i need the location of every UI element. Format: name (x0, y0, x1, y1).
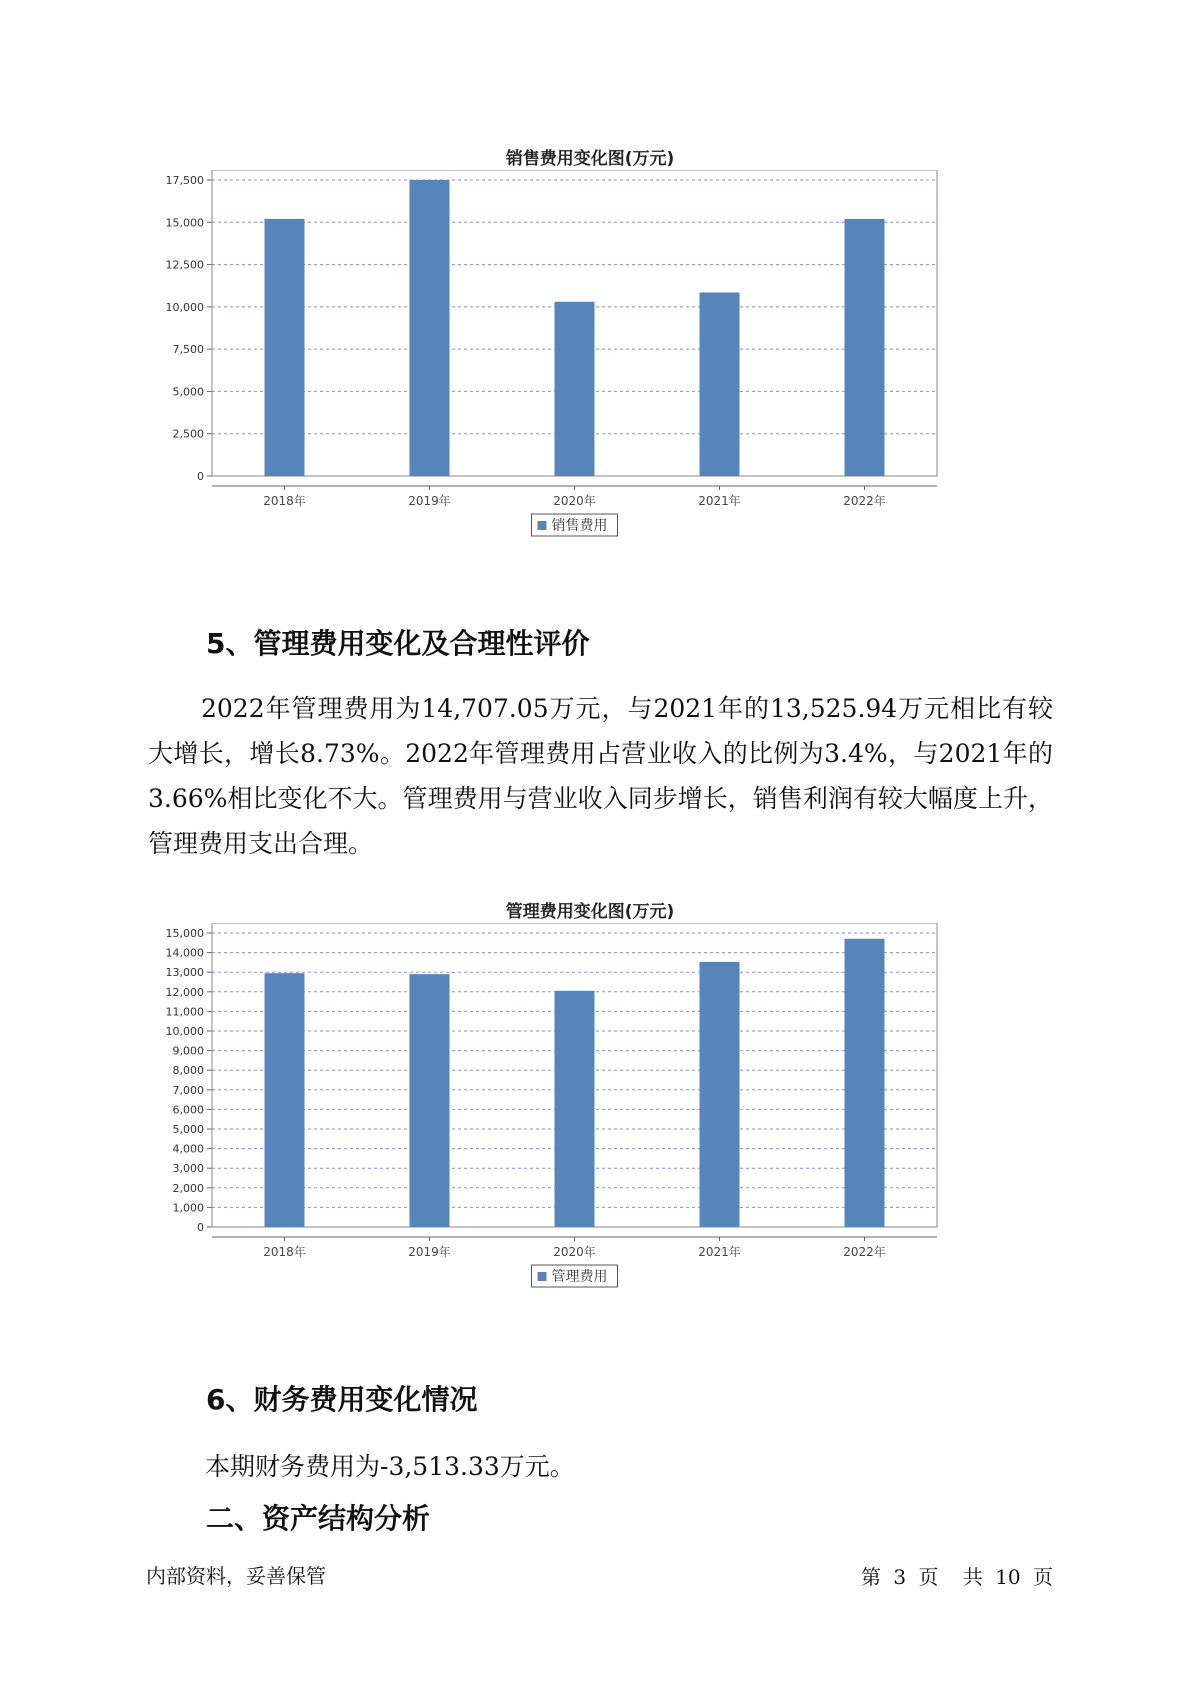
x-tick-label: 2018年 (263, 1245, 306, 1259)
y-tick-label: 9,000 (172, 1044, 204, 1058)
y-tick-label: 15,000 (165, 216, 204, 230)
legend-swatch (538, 521, 547, 530)
bar (265, 219, 305, 476)
admin-expense-chart (160, 893, 1020, 1343)
chart-title: 管理费用变化图(万元) (505, 902, 675, 922)
chart-title: 销售费用变化图(万元) (505, 149, 675, 169)
legend-label: 销售费用 (551, 518, 608, 534)
y-tick-label: 2,000 (172, 1181, 204, 1195)
x-tick-label: 2021年 (698, 494, 741, 508)
sales-expense-chart (160, 140, 1020, 590)
legend (532, 514, 618, 536)
bar (700, 962, 740, 1227)
y-tick-label: 5,000 (172, 1123, 204, 1136)
total-suffix: 页 (1033, 1565, 1053, 1589)
y-tick-label: 1,000 (172, 1201, 204, 1215)
footer-confidential-note: 内部资料，妥善保管 (146, 1564, 326, 1588)
section-6-heading: 6、财务费用变化情况 (206, 1383, 478, 1416)
section-two-heading: 二、资产结构分析 (206, 1502, 431, 1535)
bar (700, 292, 740, 476)
y-tick-label: 0 (197, 1221, 204, 1234)
page-suffix: 页 (918, 1565, 939, 1589)
x-tick-label: 2020年 (553, 494, 596, 508)
page-num: 3 (893, 1565, 907, 1589)
legend-swatch (538, 1272, 547, 1281)
bar (845, 939, 885, 1227)
y-tick-label: 10,000 (165, 300, 204, 314)
y-tick-label: 4,000 (172, 1142, 204, 1156)
y-tick-label: 3,000 (172, 1162, 204, 1176)
bar (845, 219, 885, 476)
total-prefix: 共 (962, 1565, 983, 1589)
bar (555, 991, 595, 1227)
chart-svg (160, 170, 1020, 590)
bar (265, 973, 305, 1227)
y-tick-label: 11,000 (165, 1005, 204, 1019)
y-tick-label: 0 (197, 470, 204, 483)
y-tick-label: 15,000 (165, 927, 204, 940)
y-tick-label: 2,500 (172, 427, 204, 441)
section-6-paragraph: 本期财务费用为-3,513.33万元。 (205, 1452, 575, 1481)
y-tick-label: 10,000 (165, 1025, 204, 1038)
x-tick-label: 2018年 (263, 494, 306, 508)
bar (555, 302, 595, 476)
y-tick-label: 17,500 (165, 174, 204, 187)
y-tick-label: 8,000 (172, 1064, 204, 1078)
x-tick-label: 2020年 (553, 1245, 596, 1259)
total-num: 10 (995, 1565, 1021, 1589)
y-tick-label: 5,000 (172, 385, 204, 399)
x-tick-label: 2022年 (843, 1245, 886, 1259)
x-tick-label: 2019年 (408, 1245, 451, 1259)
chart-svg (160, 923, 1020, 1353)
y-tick-label: 7,500 (172, 343, 204, 357)
y-tick-label: 6,000 (172, 1103, 204, 1117)
y-tick-label: 12,500 (165, 258, 204, 272)
y-tick-label: 13,000 (165, 966, 204, 980)
y-tick-label: 14,000 (165, 946, 204, 960)
section-5-heading: 5、管理费用变化及合理性评价 (206, 627, 590, 660)
legend (532, 1265, 618, 1287)
footer-page-number (855, 1561, 1053, 1590)
x-tick-label: 2022年 (843, 494, 886, 508)
section-5-paragraph: 2022年管理费用为14,707.05万元，与2021年的13,525.94万元相比有较大增长，增长8.73%。2022年管理费用占营业收入的比例为3.4%，与2021年的3.66%相比变化不大。管理费用与营业收入同步增长，销售利润有较大幅度上升，管理费用支出合理。 (148, 694, 1053, 858)
x-tick-label: 2019年 (408, 494, 451, 508)
x-tick-label: 2021年 (698, 1245, 741, 1259)
y-tick-label: 7,000 (172, 1083, 204, 1097)
y-tick-label: 12,000 (165, 985, 204, 999)
bar (410, 974, 450, 1227)
legend-label: 管理费用 (551, 1269, 608, 1285)
bar (410, 180, 450, 476)
page-prefix: 第 (861, 1565, 882, 1589)
